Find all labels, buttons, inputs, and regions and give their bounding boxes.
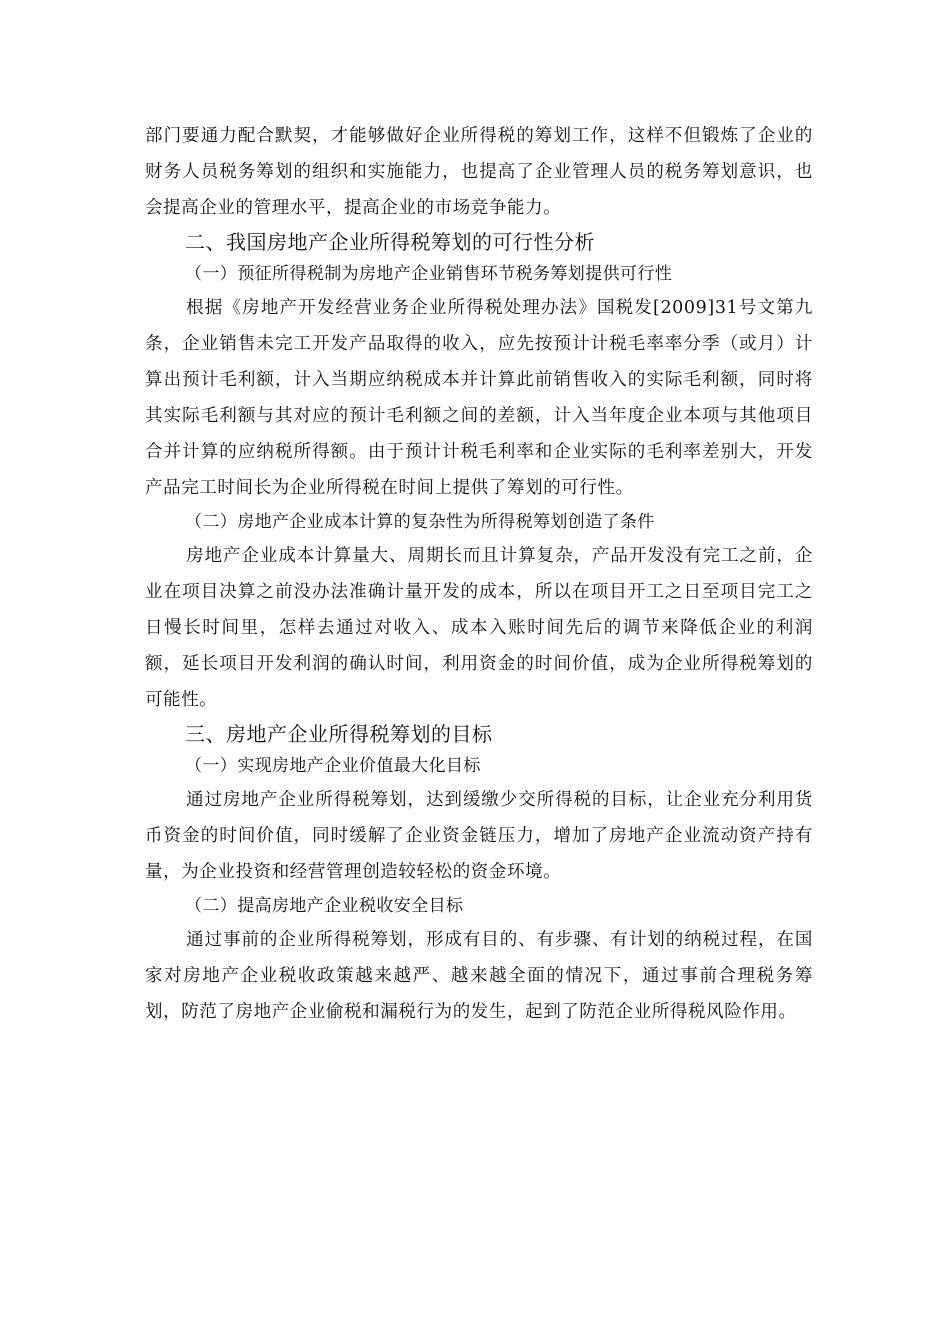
section-2-1-paragraph: 根据《房地产开发经营业务企业所得税处理办法》国税发[2009]31号文第九条，企业销售未完工开发产品取得的收入，应先按预计计税毛率率分季（或月）计算出预计毛利额，计入当期应纳税成本并计算此前销售收入的实际毛利额，同时将其实际毛利额与其对应的预计毛利额之间的差额，计入当年度企业本项与其他项目合并计算的应纳税所得额。由于预计计税毛利率和企业实际的毛利率差别大，开发产品完工时间长为企业所得税在时间上提供了筹划的可行性。 <box>145 298 813 498</box>
section-3-2-paragraph: 通过事前的企业所得税筹划，形成有目的、有步骤、有计划的纳税过程，在国家对房地产企业税收政策越来越严、越来越全面的情况下，通过事前合理税务筹划，防范了房地产企业偷税和漏税行为的发生，起到了防范企业所得税风险作用。 <box>145 930 813 1022</box>
section-2-1-heading: （一）预征所得税制为房地产企业销售环节税务筹划提供可行性 <box>185 264 673 284</box>
section-3-1-paragraph: 通过房地产企业所得税筹划，达到缓缴少交所得税的目标，让企业充分利用货币资金的时间价值，同时缓解了企业资金链压力，增加了房地产企业流动资产持有量，为企业投资和经营管理创造较轻松的资金环境。 <box>145 790 813 882</box>
intro-paragraph: 部门要通力配合默契，才能够做好企业所得税的筹划工作，这样不但锻炼了企业的财务人员税务筹划的组织和实施能力，也提高了企业管理人员的税务筹划意识，也会提高企业的管理水平，提高企业的市场竞争能力。 <box>145 126 813 218</box>
section-3-heading: 三、房地产企业所得税筹划的目标 <box>185 722 493 746</box>
section-2-heading: 二、我国房地产企业所得税筹划的可行性分析 <box>185 230 595 254</box>
section-2-2-paragraph: 房地产企业成本计算量大、周期长而且计算复杂，产品开发没有完工之前，企业在项目决算之前没办法准确计量开发的成本，所以在项目开工之日至项目完工之日慢长时间里，怎样去通过对收入、成本入账时间先后的调节来降低企业的利润额，延长项目开发利润的确认时间，利用资金的时间价值，成为企业所得税筹划的可能性。 <box>145 546 813 710</box>
section-2-2-heading: （二）房地产企业成本计算的复杂性为所得税筹划创造了条件 <box>185 512 655 532</box>
document-body <box>145 118 813 1030</box>
section-3-2-heading: （二）提高房地产企业税收安全目标 <box>185 896 464 916</box>
section-3-1-heading: （一）实现房地产企业价值最大化目标 <box>185 756 481 776</box>
